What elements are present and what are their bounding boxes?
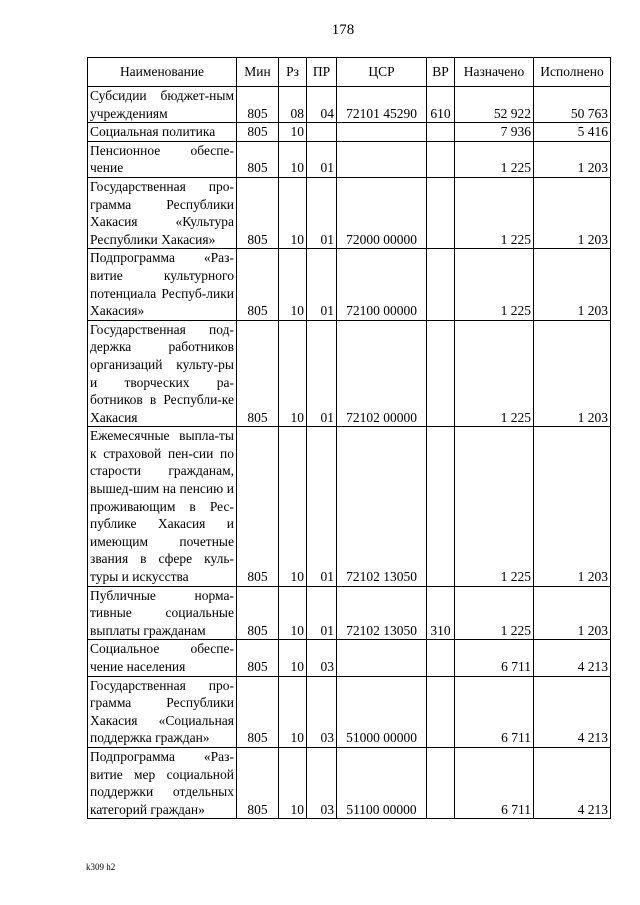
table-cell-rz: 10 — [279, 676, 307, 747]
table-cell-assigned: 1 225 — [455, 586, 534, 640]
table-cell-vr — [427, 320, 455, 427]
table-cell-csr: 51000 00000 — [337, 676, 427, 747]
table-cell-executed: 4 213 — [534, 747, 611, 818]
table-row — [88, 747, 611, 818]
table-row — [88, 177, 611, 248]
table-cell-executed: 4 213 — [534, 640, 611, 676]
table-cell-csr — [337, 640, 427, 676]
table-cell-csr — [337, 141, 427, 177]
table-cell-assigned: 1 225 — [455, 320, 534, 427]
header-vr: ВР — [427, 58, 455, 87]
table-cell-executed: 4 213 — [534, 676, 611, 747]
table-cell-executed: 5 416 — [534, 123, 611, 142]
table-cell-name: Подпрограмма «Раз-витие мер социальной поддержки отдельных категорий граждан» — [88, 747, 237, 818]
table-cell-min: 805 — [237, 676, 279, 747]
table-cell-executed: 1 203 — [534, 427, 611, 586]
table-cell-csr — [337, 123, 427, 142]
table-row — [88, 676, 611, 747]
table-cell-rz: 10 — [279, 320, 307, 427]
table-cell-assigned: 1 225 — [455, 141, 534, 177]
table-cell-name: Социальное обеспе-чение населения — [88, 640, 237, 676]
table-cell-pr: 04 — [307, 87, 337, 123]
table-cell-executed: 50 763 — [534, 87, 611, 123]
table-cell-pr: 01 — [307, 141, 337, 177]
footer-code: k309 h2 — [86, 862, 116, 872]
table-row — [88, 427, 611, 586]
table-cell-pr: 03 — [307, 747, 337, 818]
table-cell-min: 805 — [237, 747, 279, 818]
table-cell-pr: 03 — [307, 676, 337, 747]
header-executed: Исполнено — [534, 58, 611, 87]
table-cell-rz: 10 — [279, 586, 307, 640]
table-cell-pr: 01 — [307, 427, 337, 586]
table-cell-pr: 03 — [307, 640, 337, 676]
table-cell-min: 805 — [237, 123, 279, 142]
table-cell-executed: 1 203 — [534, 141, 611, 177]
table-cell-assigned: 6 711 — [455, 640, 534, 676]
table-cell-executed: 1 203 — [534, 320, 611, 427]
table-cell-vr — [427, 249, 455, 320]
table-cell-assigned: 6 711 — [455, 747, 534, 818]
table-cell-name: Государственная про-грамма Республики Хакасия «Культура Республики Хакасия» — [88, 177, 237, 248]
table-cell-min: 805 — [237, 427, 279, 586]
table-cell-executed: 1 203 — [534, 249, 611, 320]
table-cell-vr — [427, 177, 455, 248]
table-cell-executed: 1 203 — [534, 177, 611, 248]
table-row — [88, 249, 611, 320]
table-cell-vr: 310 — [427, 586, 455, 640]
table-cell-assigned: 1 225 — [455, 177, 534, 248]
table-cell-vr — [427, 747, 455, 818]
table-cell-name: Субсидии бюджет-ным учреждениям — [88, 87, 237, 123]
header-pr: ПР — [307, 58, 337, 87]
table-cell-pr: 01 — [307, 177, 337, 248]
table-cell-rz: 10 — [279, 427, 307, 586]
table-cell-name: Публичные норма-тивные социальные выплаты гражданам — [88, 586, 237, 640]
table-cell-rz: 10 — [279, 640, 307, 676]
table-row — [88, 640, 611, 676]
table-row — [88, 141, 611, 177]
table-row — [88, 87, 611, 123]
table-cell-assigned: 1 225 — [455, 427, 534, 586]
table-cell-min: 805 — [237, 586, 279, 640]
table-cell-vr — [427, 427, 455, 586]
table-row — [88, 320, 611, 427]
page-number: 178 — [331, 22, 355, 38]
table-cell-csr: 72101 45290 — [337, 87, 427, 123]
table-cell-name: Подпрограмма «Раз-витие культурного потенциала Респуб-лики Хакасия» — [88, 249, 237, 320]
table-cell-rz: 10 — [279, 123, 307, 142]
table-cell-min: 805 — [237, 177, 279, 248]
table-cell-name: Пенсионное обеспе-чение — [88, 141, 237, 177]
table-cell-vr: 610 — [427, 87, 455, 123]
table-cell-vr — [427, 640, 455, 676]
table-cell-assigned: 7 936 — [455, 123, 534, 142]
table-cell-pr: 01 — [307, 586, 337, 640]
budget-table — [87, 57, 611, 819]
table-cell-pr: 01 — [307, 320, 337, 427]
table-cell-rz: 10 — [279, 249, 307, 320]
table-cell-min: 805 — [237, 87, 279, 123]
header-csr: ЦСР — [337, 58, 427, 87]
header-rz: Рз — [279, 58, 307, 87]
table-cell-rz: 08 — [279, 87, 307, 123]
table-row — [88, 586, 611, 640]
table-cell-name: Государственная под-держка работников организаций культу-ры и творческих ра-ботников в Республи-ке Хакасия — [88, 320, 237, 427]
header-min: Мин — [237, 58, 279, 87]
table-cell-csr: 72102 13050 — [337, 586, 427, 640]
table-cell-vr — [427, 141, 455, 177]
table-header-row — [88, 58, 611, 87]
table-cell-min: 805 — [237, 640, 279, 676]
table-cell-rz: 10 — [279, 177, 307, 248]
table-cell-assigned: 6 711 — [455, 676, 534, 747]
table-cell-name: Социальная политика — [88, 123, 237, 142]
table-cell-vr — [427, 123, 455, 142]
table-cell-pr — [307, 123, 337, 142]
table-cell-csr: 51100 00000 — [337, 747, 427, 818]
table-cell-csr: 72000 00000 — [337, 177, 427, 248]
table-cell-name: Государственная про-грамма Республики Хакасия «Социальная поддержка граждан» — [88, 676, 237, 747]
table-cell-csr: 72102 00000 — [337, 320, 427, 427]
table-cell-name: Ежемесячные выпла-ты к страховой пен-сии по старости гражданам, вышед-шим на пенсию и проживающим в Рес-публике Хакасия и имеющим почетные звания в сфере куль-туры и искусства — [88, 427, 237, 586]
header-name: Наименование — [88, 58, 237, 87]
table-cell-executed: 1 203 — [534, 586, 611, 640]
table-cell-rz: 10 — [279, 141, 307, 177]
table-cell-csr: 72102 13050 — [337, 427, 427, 586]
table-cell-vr — [427, 676, 455, 747]
table-cell-rz: 10 — [279, 747, 307, 818]
table-row — [88, 123, 611, 142]
table-cell-min: 805 — [237, 141, 279, 177]
table-cell-min: 805 — [237, 249, 279, 320]
table-cell-csr: 72100 00000 — [337, 249, 427, 320]
table-cell-pr: 01 — [307, 249, 337, 320]
table-cell-min: 805 — [237, 320, 279, 427]
header-assigned: Назначено — [455, 58, 534, 87]
table-cell-assigned: 1 225 — [455, 249, 534, 320]
table-cell-assigned: 52 922 — [455, 87, 534, 123]
